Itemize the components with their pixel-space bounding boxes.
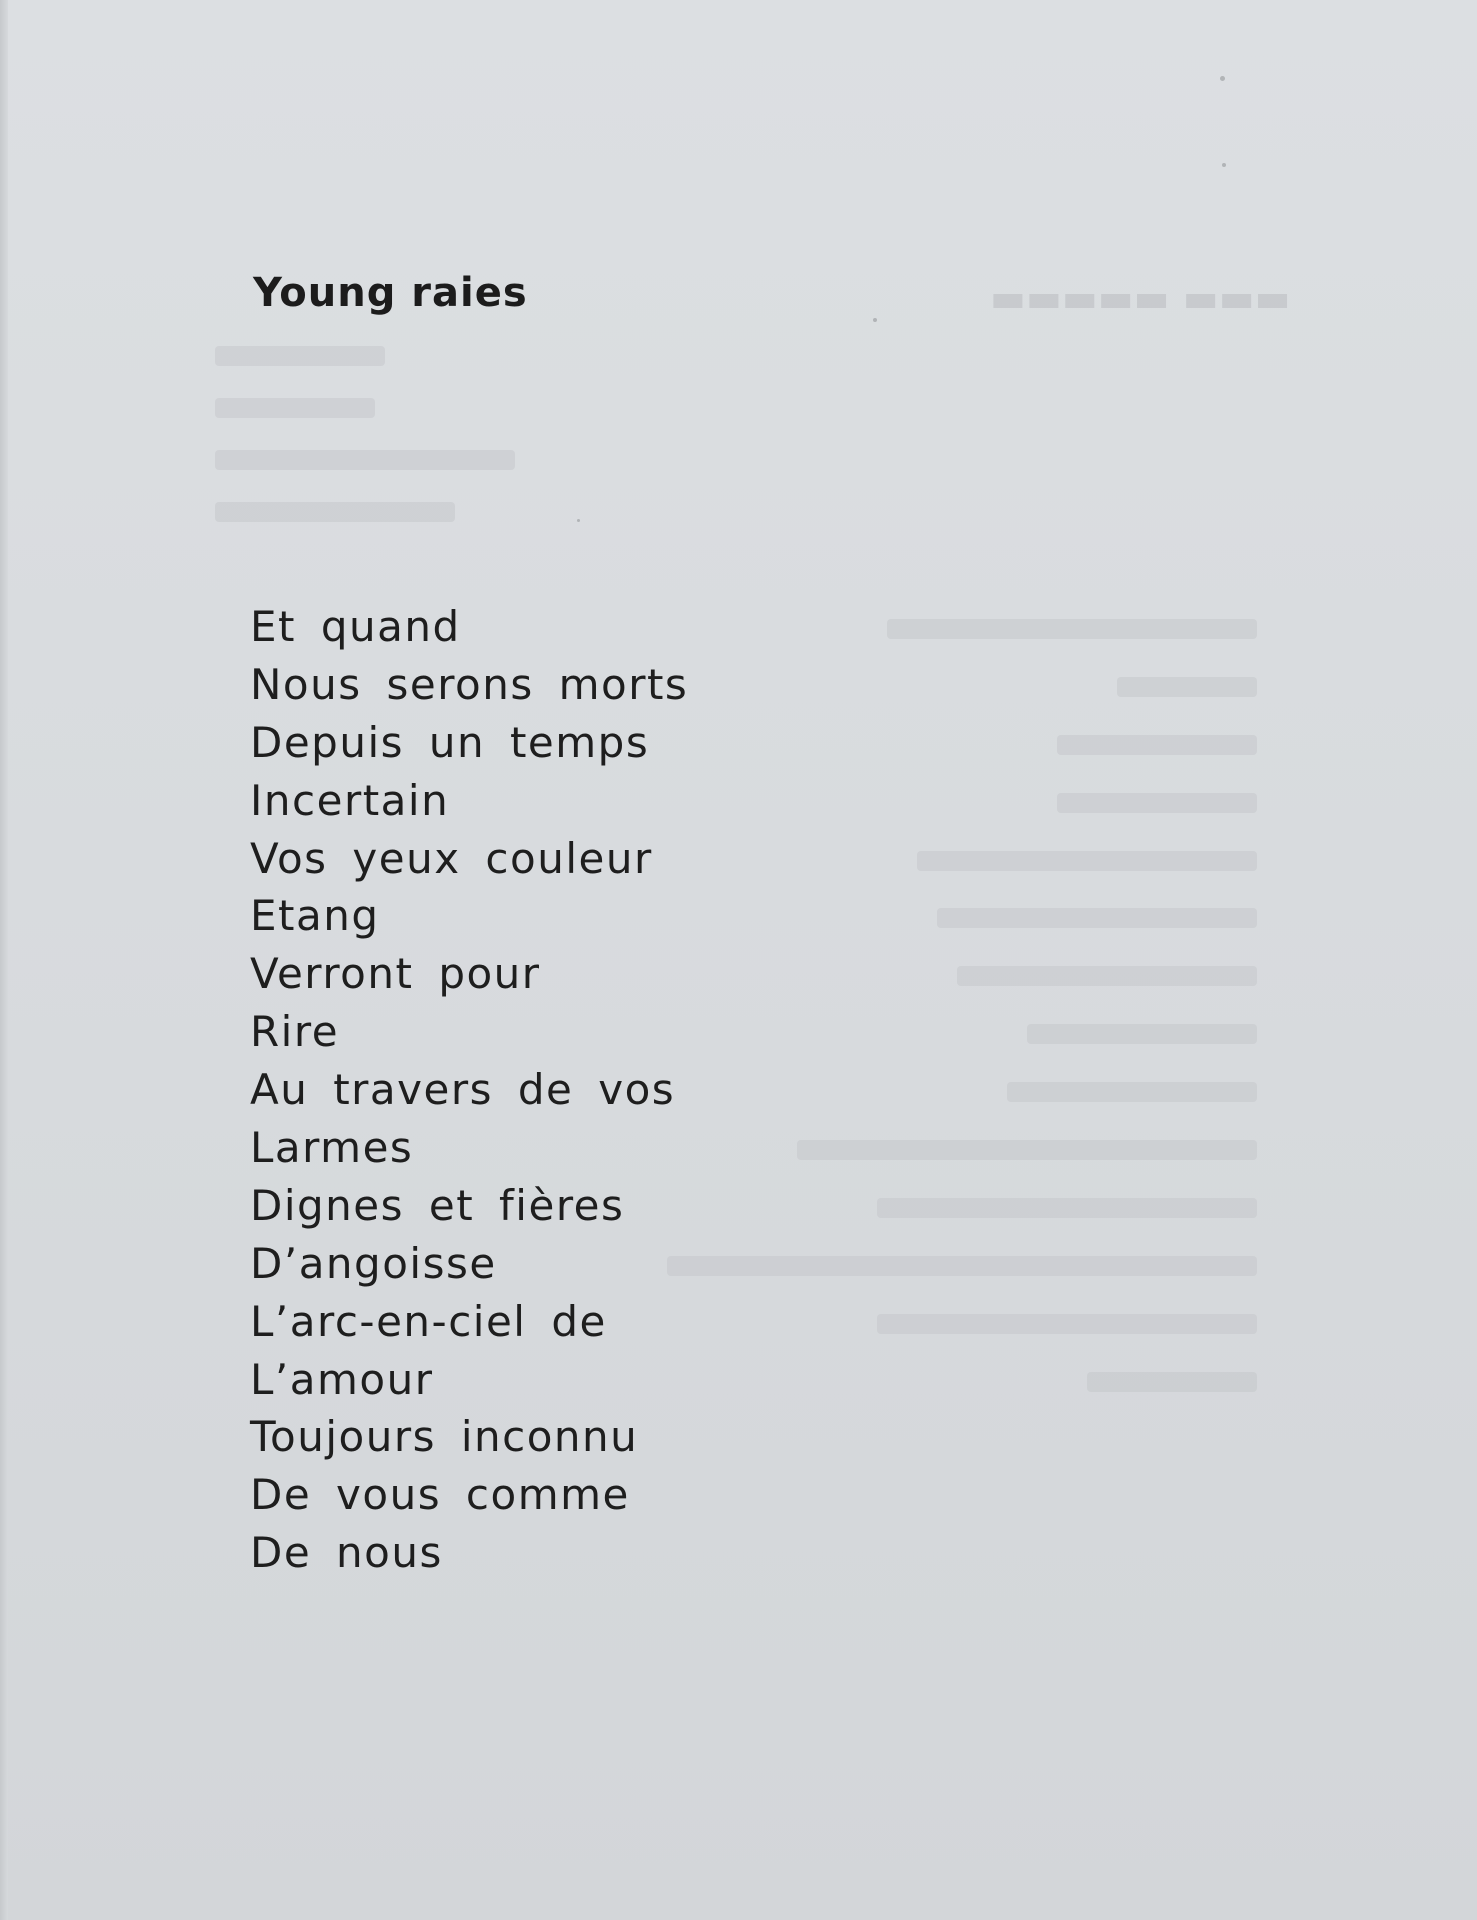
poem-line: Rire bbox=[250, 1007, 340, 1057]
poem-line: L’arc-en-ciel de bbox=[250, 1296, 607, 1346]
paper-speck bbox=[873, 318, 877, 322]
poem-line: Depuis un temps bbox=[250, 717, 650, 767]
poem-line: Au travers de vos bbox=[250, 1065, 676, 1115]
show-through-line bbox=[657, 1063, 1257, 1121]
poem-line: Larmes bbox=[250, 1123, 414, 1173]
show-through-line bbox=[657, 832, 1257, 890]
show-through-line bbox=[657, 1005, 1257, 1063]
poem-line: Incertain bbox=[250, 775, 450, 825]
poem-body bbox=[250, 598, 688, 1582]
show-through-line bbox=[657, 1121, 1257, 1179]
poem-line: Vos yeux couleur bbox=[250, 833, 653, 883]
show-through-line bbox=[657, 947, 1257, 1005]
show-through-line bbox=[657, 600, 1257, 658]
show-through-line bbox=[657, 716, 1257, 774]
paper-speck bbox=[1222, 163, 1226, 167]
poem-title: Young raies bbox=[253, 270, 528, 316]
poem-line: Dignes et fières bbox=[250, 1180, 625, 1230]
poem-line: Verront pour bbox=[250, 949, 541, 999]
show-through-left-block bbox=[215, 330, 515, 538]
show-through-line bbox=[215, 382, 515, 434]
show-through-line bbox=[657, 658, 1257, 716]
poem-line: Et quand bbox=[250, 602, 461, 651]
show-through-line bbox=[657, 1295, 1257, 1353]
show-through-line bbox=[215, 330, 515, 382]
poem-line: Etang bbox=[250, 891, 380, 941]
show-through-right-block bbox=[657, 600, 1257, 1410]
poem-line: Toujours inconnu bbox=[250, 1412, 639, 1462]
show-through-line bbox=[657, 1353, 1257, 1411]
show-through-line bbox=[657, 774, 1257, 832]
poem-line: D’angoisse bbox=[250, 1238, 497, 1288]
poem-line: De nous bbox=[250, 1528, 443, 1578]
show-through-line bbox=[657, 1237, 1257, 1295]
show-through-line bbox=[215, 486, 515, 538]
paper-speck bbox=[1220, 76, 1225, 81]
show-through-line bbox=[657, 889, 1257, 947]
show-through-line bbox=[657, 1179, 1257, 1237]
poem-line: De vous comme bbox=[250, 1470, 630, 1520]
page-edge bbox=[0, 0, 8, 1920]
paper-speck bbox=[577, 519, 580, 522]
show-through-line bbox=[215, 434, 515, 486]
show-through-heading: ▬▬▬ ▬▬▬▬▬ bbox=[990, 276, 1291, 320]
poem-line: L’amour bbox=[250, 1354, 434, 1404]
poem-line: Nous serons morts bbox=[250, 659, 689, 709]
